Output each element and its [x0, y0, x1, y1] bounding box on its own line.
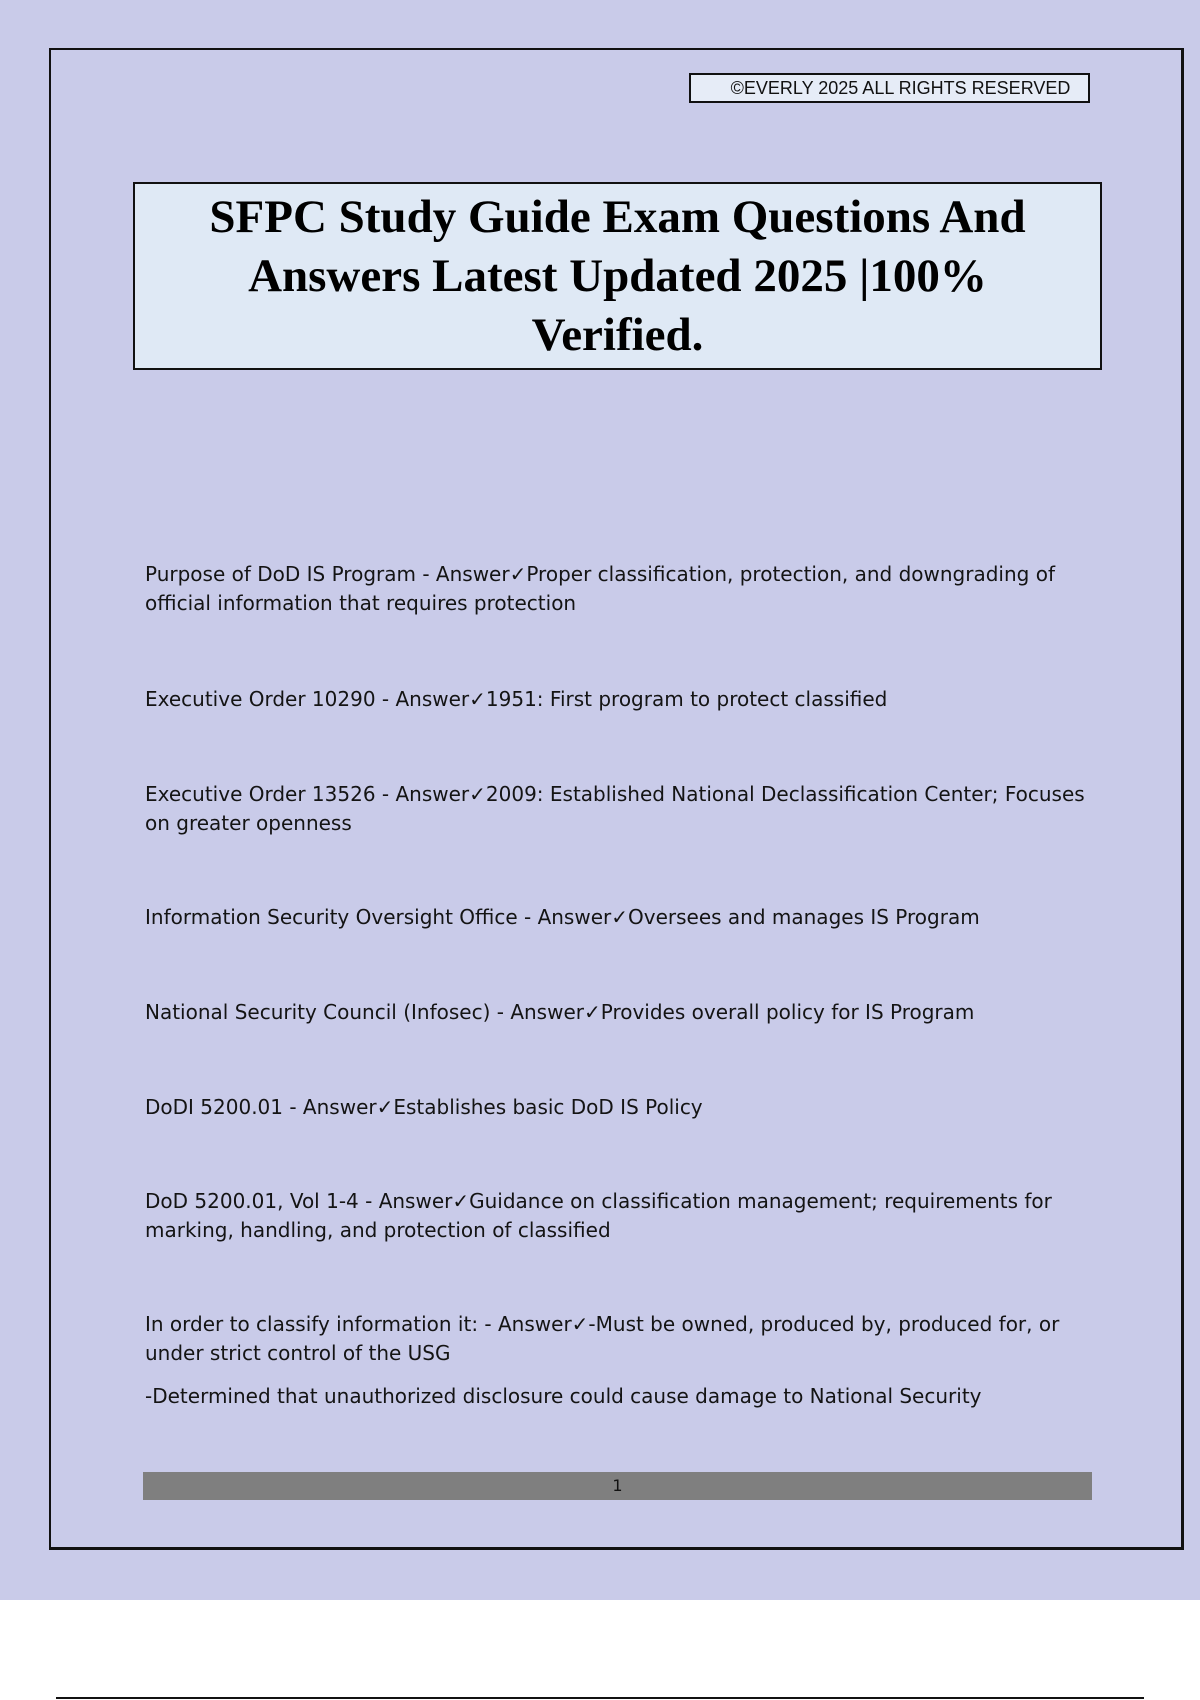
qa-item [145, 1310, 1095, 1411]
page-number: 1 [612, 1476, 623, 1495]
qa-item: National Security Council (Infosec) - Answer✓Provides overall policy for IS Program [145, 1000, 975, 1024]
copyright-notice: ©EVERLY 2025 ALL RIGHTS RESERVED [689, 73, 1090, 103]
qa-item: DoDI 5200.01 - Answer✓Establishes basic DoD IS Policy [145, 1095, 703, 1119]
document-title: SFPC Study Guide Exam Questions And Answers Latest Updated 2025 |100% Verified. [209, 190, 1026, 361]
qa-item: DoD 5200.01, Vol 1-4 - Answer✓Guidance on classification management; requirements for marking, handling, and protection of classified [145, 1189, 1052, 1242]
qa-item: Information Security Oversight Office - Answer✓Oversees and manages IS Program [145, 905, 980, 929]
qa-item: Executive Order 13526 - Answer✓2009: Established National Declassification Center; Focuses on greater openness [145, 782, 1085, 835]
qa-item-extra-line: -Determined that unauthorized disclosure could cause damage to National Security [145, 1384, 982, 1408]
bottom-divider [56, 1697, 1144, 1699]
page-number-bar [143, 1472, 1092, 1500]
qa-item-text: In order to classify information it: - Answer✓-Must be owned, produced by, produced for, or under strict control of the USG [145, 1312, 1060, 1365]
qa-item: Executive Order 10290 - Answer✓1951: First program to protect classified [145, 687, 888, 711]
qa-item: Purpose of DoD IS Program - Answer✓Proper classification, protection, and downgrading of official information that requires protection [145, 562, 1055, 615]
title-box [133, 182, 1102, 370]
